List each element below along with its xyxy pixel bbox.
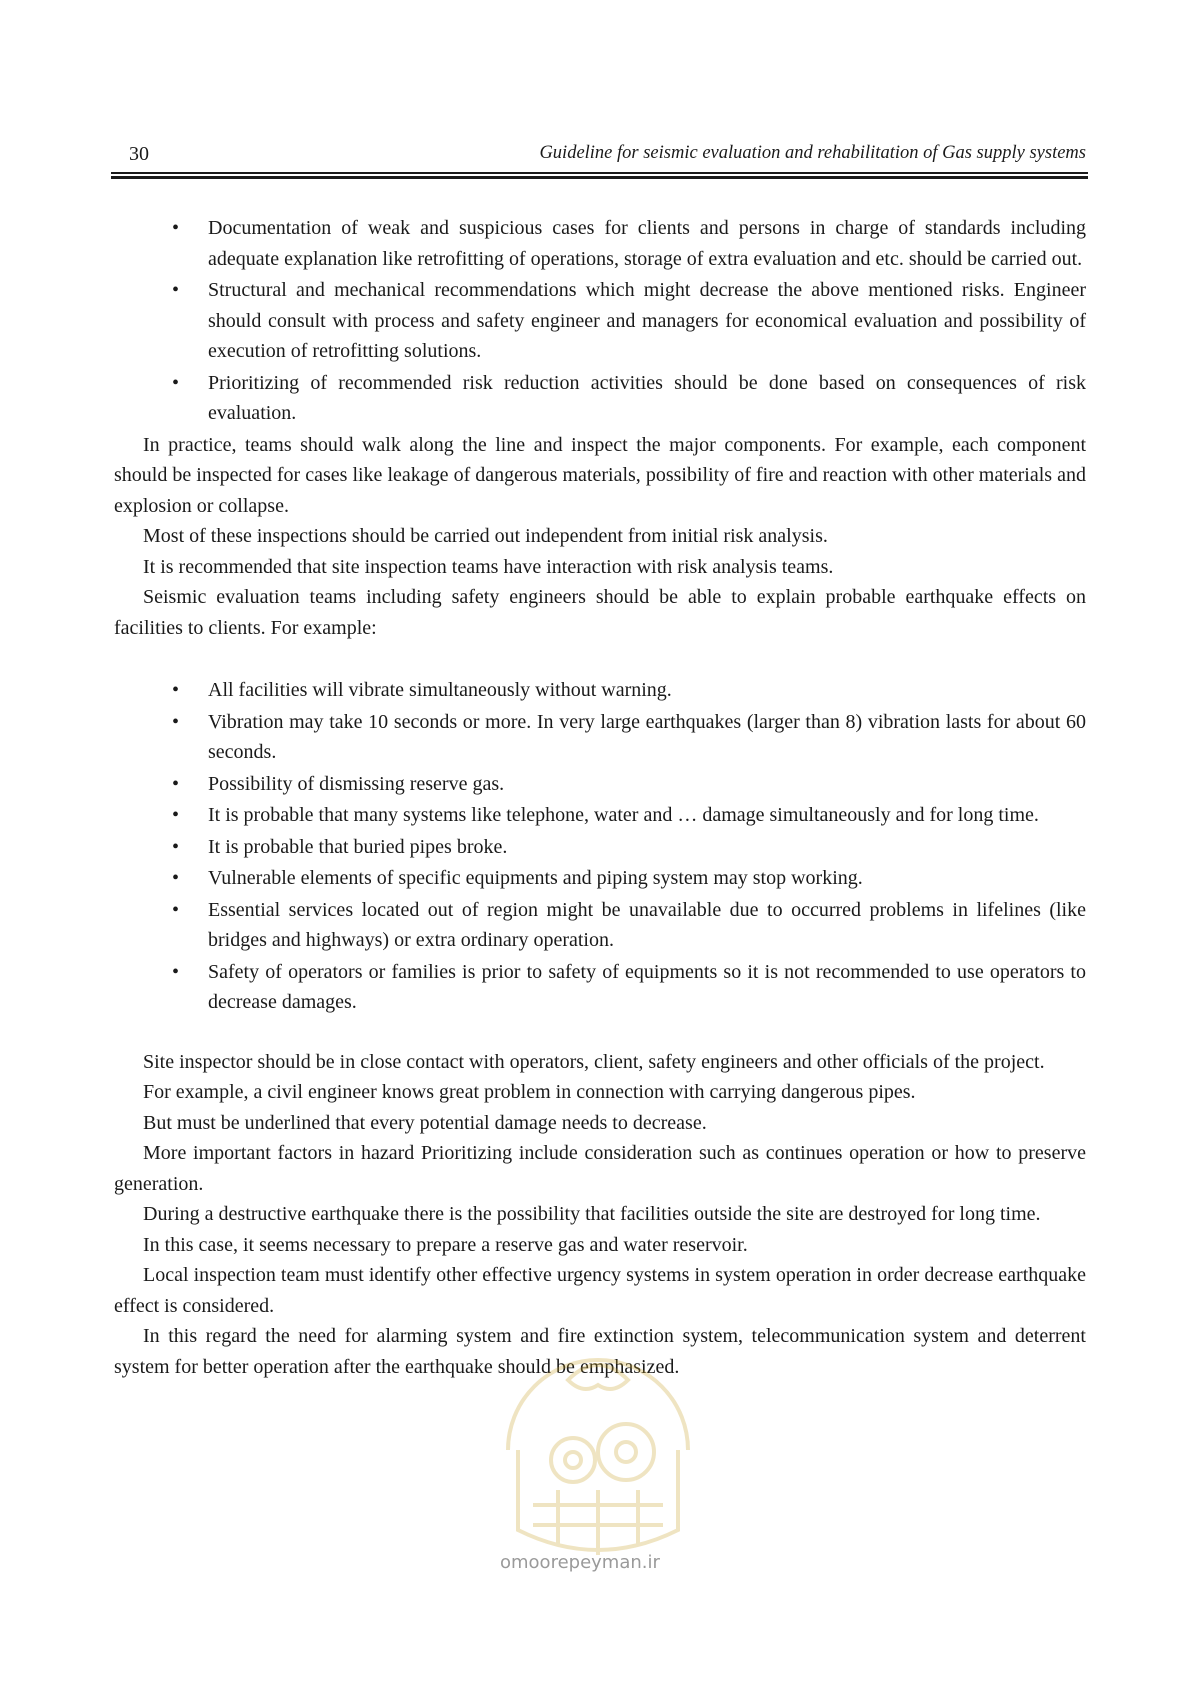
list-item: • It is probable that many systems like telephone, water and … damage simultaneously and for long time.: [114, 800, 1086, 831]
page-body: [114, 213, 1086, 1382]
list-item: • All facilities will vibrate simultaneously without warning.: [114, 675, 1086, 706]
header-rule-thick: [111, 176, 1088, 179]
watermark-caption: omoorepeyman.ir: [500, 1552, 660, 1573]
list-item: • Vulnerable elements of specific equipments and piping system may stop working.: [114, 863, 1086, 894]
spacer: [114, 1019, 1086, 1047]
bullet-icon: •: [172, 710, 180, 733]
paragraph: But must be underlined that every potential damage needs to decrease.: [143, 1111, 707, 1134]
bullet-icon: •: [172, 960, 180, 983]
bullet-icon: •: [172, 804, 180, 826]
spacer: [114, 643, 1086, 675]
bullet-icon: •: [172, 679, 180, 701]
list-item: • Documentation of weak and suspicious cases for clients and persons in charge of standards including adequate explanation like retrofitting of operations, storage of extra evaluation and etc. should be carried out.: [114, 213, 1086, 274]
bullet-icon: •: [172, 217, 180, 239]
paragraph: In this case, it seems necessary to prepare a reserve gas and water reservoir.: [143, 1233, 748, 1256]
bullet-icon: •: [172, 371, 180, 394]
bullet-icon: •: [172, 279, 180, 301]
paragraph: During a destructive earthquake there is the possibility that facilities outside the site are destroyed for long time.: [143, 1203, 1041, 1225]
paragraph: Seismic evaluation teams including safety engineers should be able to explain probable earthquake effects on facilities to clients. For example:: [114, 586, 1086, 639]
list-item: • Safety of operators or families is prior to safety of equipments so it is not recommended to use operators to decrease damages.: [114, 957, 1086, 1018]
header-rule-thin: [111, 172, 1088, 174]
running-title: Guideline for seismic evaluation and rehabilitation of Gas supply systems: [539, 143, 1086, 163]
paragraph: In this regard the need for alarming system and fire extinction system, telecommunication system and deterrent system for better operation after the earthquake should be emphasized.: [114, 1325, 1086, 1378]
list-item: • Vibration may take 10 seconds or more. In very large earthquakes (larger than 8) vibration lasts for about 60 seconds.: [114, 707, 1086, 768]
paragraph: More important factors in hazard Prioritizing include consideration such as continues operation or how to preserve generation.: [114, 1142, 1086, 1195]
list-item: • Prioritizing of recommended risk reduction activities should be done based on consequences of risk evaluation.: [114, 368, 1086, 429]
paragraph: It is recommended that site inspection teams have interaction with risk analysis teams.: [143, 555, 834, 578]
paragraph: Local inspection team must identify other effective urgency systems in system operation in order decrease earthquake effect is considered.: [114, 1264, 1086, 1317]
list-item: • Essential services located out of region might be unavailable due to occurred problems in lifelines (like bridges and highways) or extra ordinary operation.: [114, 895, 1086, 956]
bullet-icon: •: [172, 898, 180, 921]
paragraph: Site inspector should be in close contact with operators, client, safety engineers and other officials of the project.: [143, 1050, 1045, 1073]
paragraph: For example, a civil engineer knows great problem in connection with carrying dangerous pipes.: [143, 1081, 916, 1103]
page-number: 30: [129, 143, 149, 165]
bullet-icon: •: [172, 772, 180, 795]
list-item: • It is probable that buried pipes broke.: [114, 832, 1086, 863]
bullet-list-earthquake-effects: [114, 675, 1086, 1018]
paragraph: Most of these inspections should be carried out independent from initial risk analysis.: [143, 525, 828, 547]
bullet-icon: •: [172, 867, 180, 889]
list-item: • Structural and mechanical recommendations which might decrease the above mentioned risks. Engineer should consult with process and safety engineer and managers for economical evaluation and possibility of execution of retrofitting solutions.: [114, 275, 1086, 367]
bullet-icon: •: [172, 835, 180, 858]
paragraph: In practice, teams should walk along the line and inspect the major components. For example, each component should be inspected for cases like leakage of dangerous materials, possibility of fire and reaction with other materials and explosion or collapse.: [114, 433, 1086, 517]
list-item: • Possibility of dismissing reserve gas.: [114, 769, 1086, 800]
page-header: [114, 140, 1086, 170]
bullet-list-recommendations: [114, 213, 1086, 429]
